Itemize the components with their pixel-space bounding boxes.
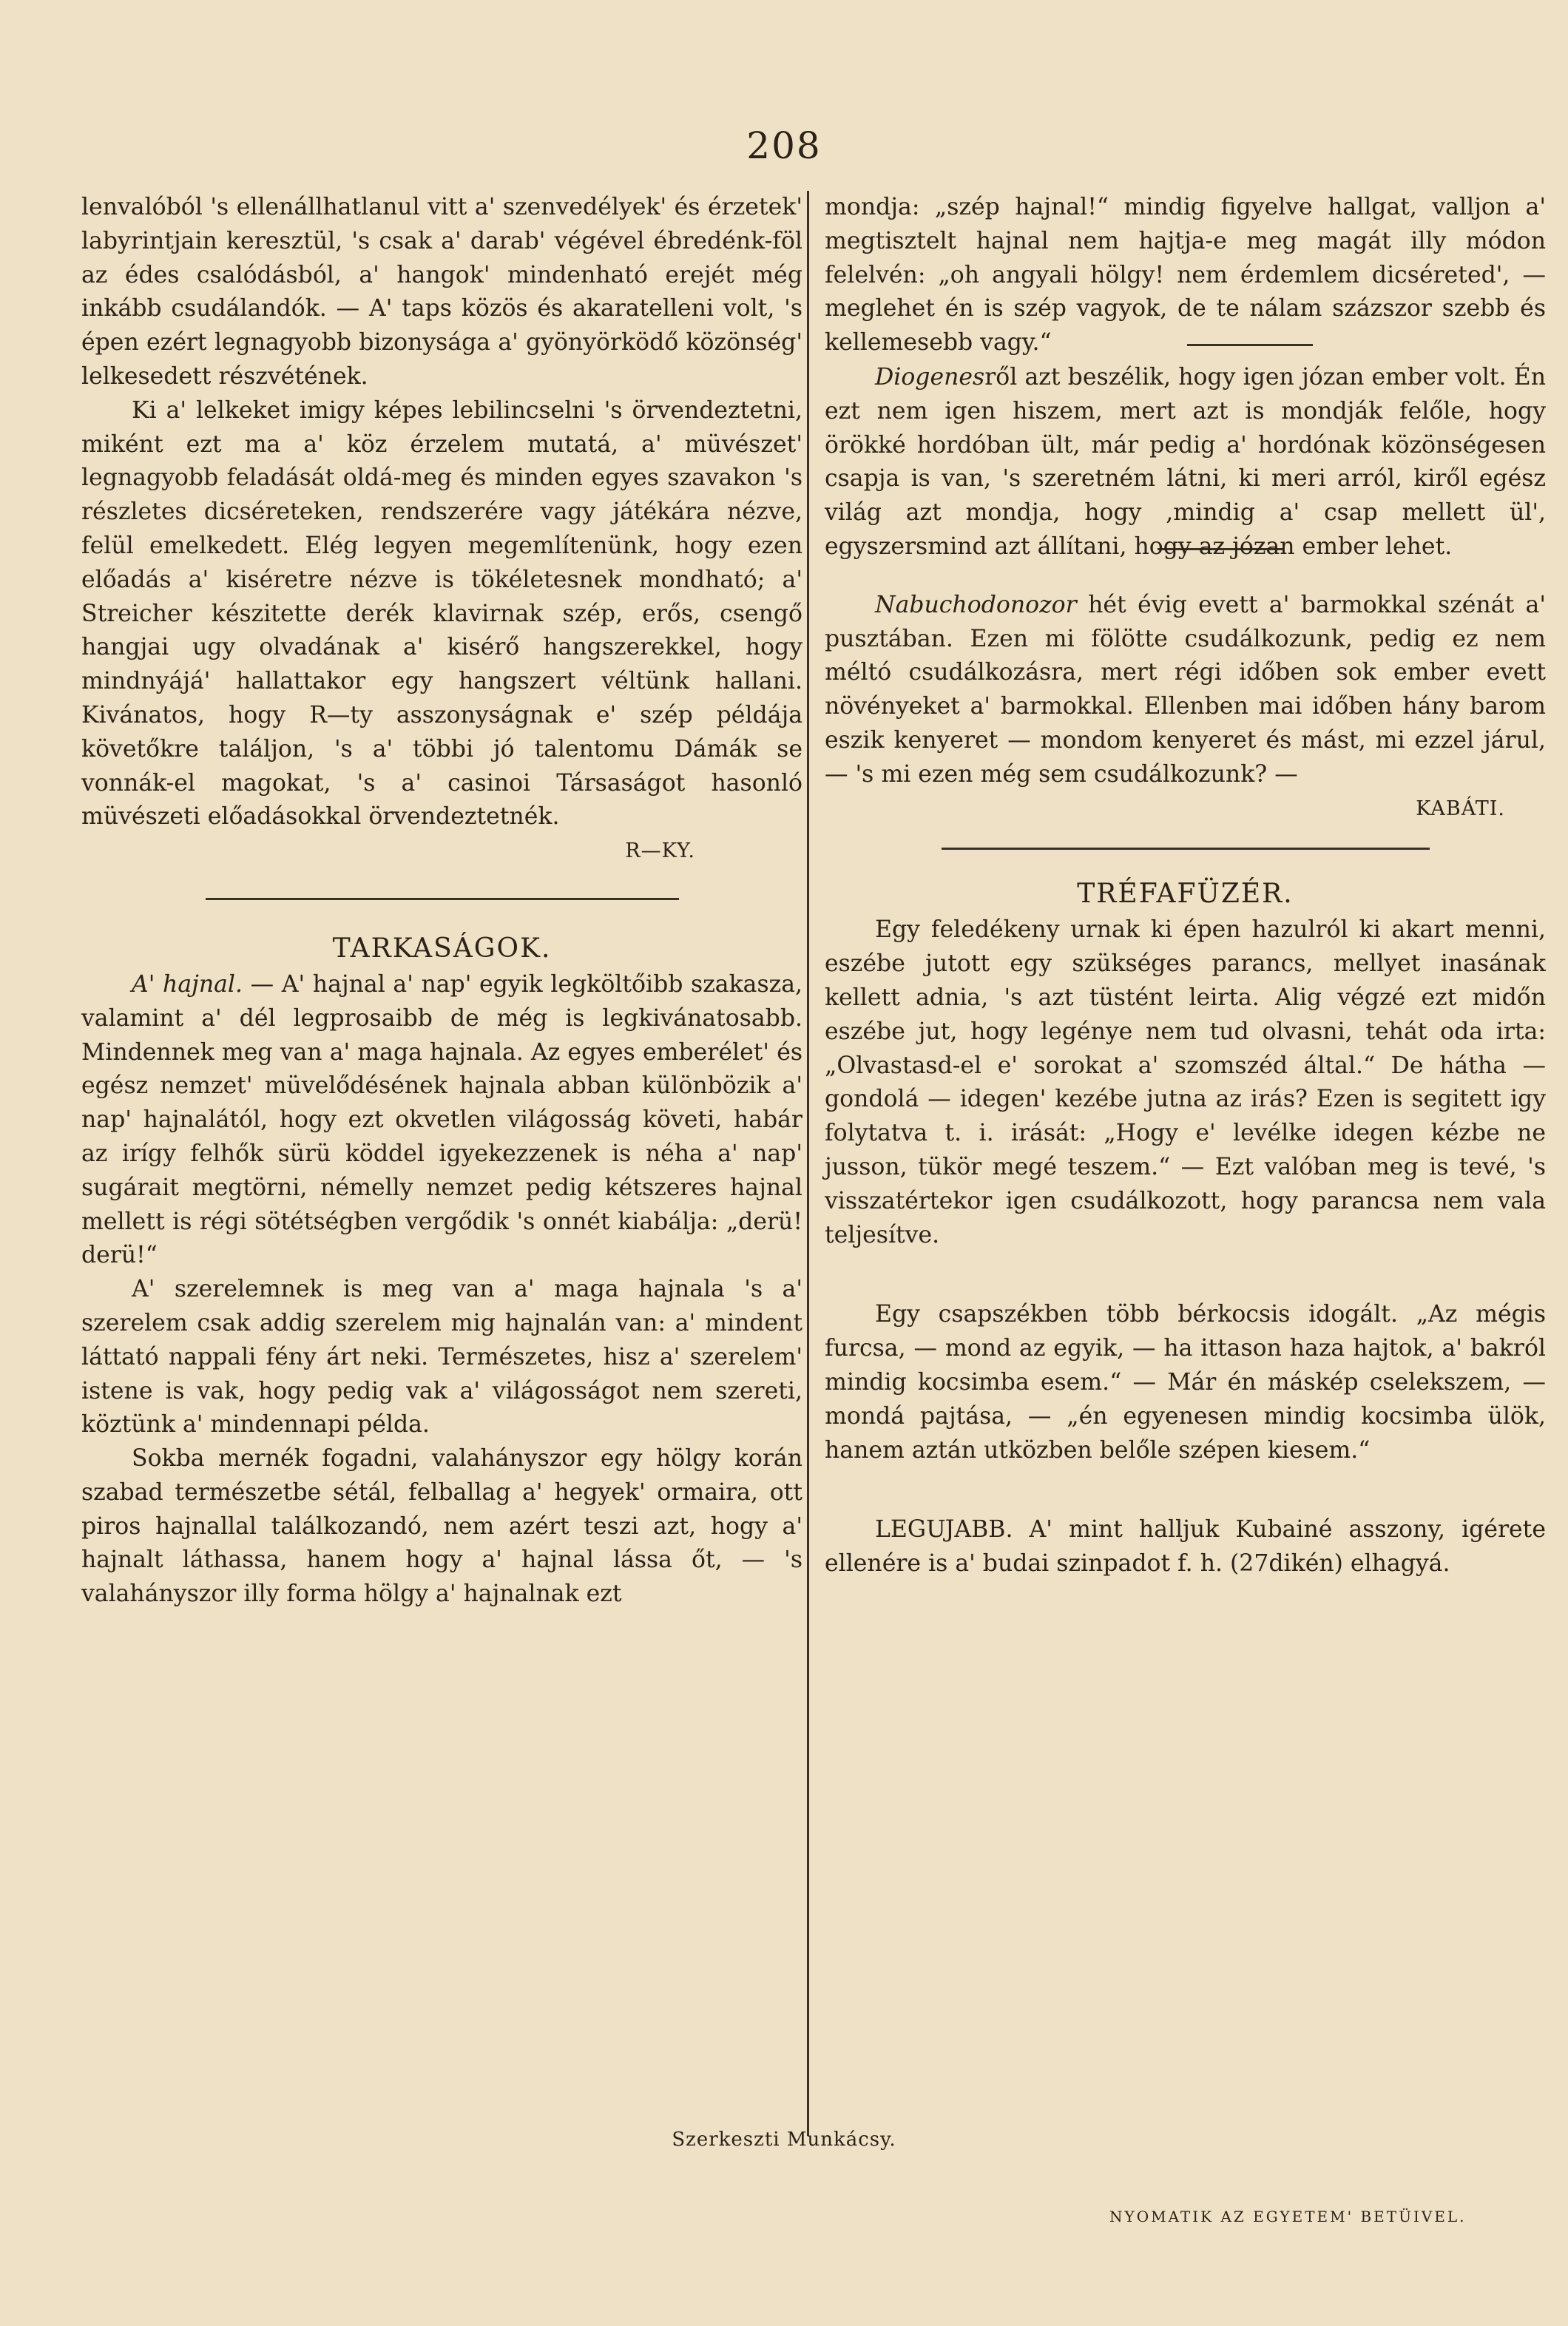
- section-title: TARKASÁGOK.: [332, 933, 552, 964]
- column-divider: [807, 191, 809, 2136]
- paragraph: [825, 361, 1546, 564]
- section-rule: [942, 848, 1430, 850]
- article-title: Nabuchodonozor: [875, 591, 1077, 618]
- left-column: [81, 191, 802, 1612]
- paragraph: mondja: „szép hajnal!“ mindig figyelve hallgat, valljon a' megtisztelt hajnal nem hajtja-e meg magát illy módon felelvén: „oh angyali hölgy! nem érdemlem dicséreted', — meglehet én is szép vagyok, de te nálam százszor szebb és kellemesebb vagy.“: [825, 194, 1546, 356]
- paragraph: Sokba mernék fogadni, valahányszor egy hölgy korán szabad természetbe sétál, felballag a' hegyek' ormaira, ott piros hajnallal találkozandó, nem azért teszi azt, hogy a' hajnalt láthassa, hanem hogy a' hajnal lássa őt, — 's valahányszor illy forma hölgy a' hajnalnak ezt: [81, 1445, 802, 1608]
- paragraph: Egy csapszékben több bérkocsis idogált. „Az mégis furcsa, — mond az egyik, — ha ittason haza hajtok, a' bakról mindig kocsimba esem.“ — Már én máskép cselekszem, — mondá pajtása, — „én egyenesen mindig kocsimba ülök, hanem aztán utközben belőle szépen kiesem.“: [825, 1301, 1546, 1464]
- article-text: hét évig evett a' barmokkal szénát a' pusztában. Ezen mi fölötte csudálkozunk, pedig ez nem méltó csudálkozásra, mert régi időben sok ember evett növényeket a' barmokkal. Ellenben mai időben hány barom eszik kenyeret — mondom kenyeret és mást, mi ezzel járul, — 's mi ezen még sem csudálkozunk? —: [825, 591, 1546, 788]
- right-column: [825, 191, 1546, 1581]
- paragraph: Egy feledékeny urnak ki épen hazulról ki akart menni, eszébe jutott egy szükséges parancs, mellyet inasának kellett adnia, 's azt tüstént leirta. Alig végzé ezt midőn eszébe jut, hogy legénye nem tud olvasni, tehát oda irta: „Olvastasd-el e' sorokat a' szomszéd által.“ De hátha — gondolá — idegen' kezébe jutna az irás? Ezen is segitett igy folytatva t. i. irását: „Hogy e' levélke idegen kézbe ne jusson, tükör megé teszem.“ — Ezt valóban meg is tevé, 's visszatértekor igen csudálkozott, hogy parancsa nem vala teljesítve.: [825, 916, 1546, 1248]
- article-text: ről azt beszélik, hogy igen józan ember volt. Én ezt nem igen hiszem, mert azt is mondják felőle, hogy örökké hordóban ült, már pedig a' hordónak közönségesen csapja is van, 's szeretném látni, ki meri arról, kiről egész világ azt mondja, hogy ,mindig a' csap mellett ül', egyszersmind azt állítani, hogy az józan ember lehet.: [825, 363, 1546, 560]
- paragraph: A' szerelemnek is meg van a' maga hajnala 's a' szerelem csak addig szerelem mig hajnalán van: a' mindent láttató nappali fény árt neki. Természetes, hisz a' szerelem' istene is vak, hogy pedig vak a' világosságot nem szereti, köztünk a' mindennapi példa.: [81, 1276, 802, 1438]
- section-rule: [206, 898, 679, 900]
- paragraph: Ki a' lelkeket imigy képes lebilincselni 's örvendeztetni, miként ezt ma a' köz érzelem mutatá, a' müvészet' legnagyobb feladását oldá-meg és minden egyes szavakon 's részletes dicséreteken, rendszerére vagy játékára nézve, felül emelkedett. Elég legyen megemlítenünk, hogy ezen előadás a' kiséretre nézve is tökéletesnek mondható; a' Streicher készitette derék klavirnak szép, erős, csengő hangjai ugy olvadának a' kisérő hangszerekkel, hogy mindnyájá' hallattakor egy hangszert véltünk hallani. Kivánatos, hogy R—ty asszonyságnak e' szép példája követőkre találjon, 's a' többi jó talentomu Dámák se vonnák-el magokat, 's a' casinoi Társaságot hasonló müvészeti előadásokkal örvendeztetnék.: [81, 396, 802, 831]
- article-title: A' hajnal.: [132, 970, 243, 998]
- paragraph: [81, 968, 802, 1273]
- printer-line: NYOMATIK AZ EGYETEM' BETÜIVEL.: [1109, 2208, 1467, 2225]
- article-title: Diogenes: [875, 363, 985, 391]
- section-title: TRÉFAFÜZÉR.: [1077, 879, 1294, 910]
- paragraph: lenvalóból 's ellenállhatlanul vitt a' szenvedélyek' és érzetek' labyrintjain keresztül, 's csak a' darab' végével ébredénk-föl az édes csalódásból, a' hangok' mindenható erejét még inkább csudálandók. — A' taps közös és akaratelleni volt, 's épen ezért legnagyobb bizonysága a' gyönyörködő közönség' lelkesedett részvétének.: [81, 194, 802, 390]
- article-text: — A' hajnal a' nap' egyik legköltőibb szakasza, valamint a' dél legprosaibb de még is legkivánatosabb. Mindennek meg van a' maga hajnala. Az egyes emberélet' és egész nemzet' müvelődésének hajnala abban különbözik a' nap' hajnalától, hogy ezt okvetlen világosság követi, habár az irígy felhők sürü köddel igyekezzenek is néha a' nap' sugárait megtörni, némelly nemzet pedig kétszeres hajnal mellett is régi sötétségben vergődik 's onnét kiabálja: „derü! derü!“: [81, 970, 802, 1269]
- paragraph: [825, 589, 1546, 792]
- page-number: 208: [746, 124, 822, 167]
- signature: KABÁTI.: [1416, 797, 1505, 820]
- signature: R—KY.: [625, 839, 695, 863]
- separator-rule: [1187, 344, 1313, 346]
- editor-line: Szerkeszti Munkácsy.: [672, 2129, 896, 2151]
- paragraph: LEGUJABB. A' mint halljuk Kubainé asszony, igérete ellenére is a' budai szinpadot f. h. (27dikén) elhagyá.: [825, 1516, 1546, 1578]
